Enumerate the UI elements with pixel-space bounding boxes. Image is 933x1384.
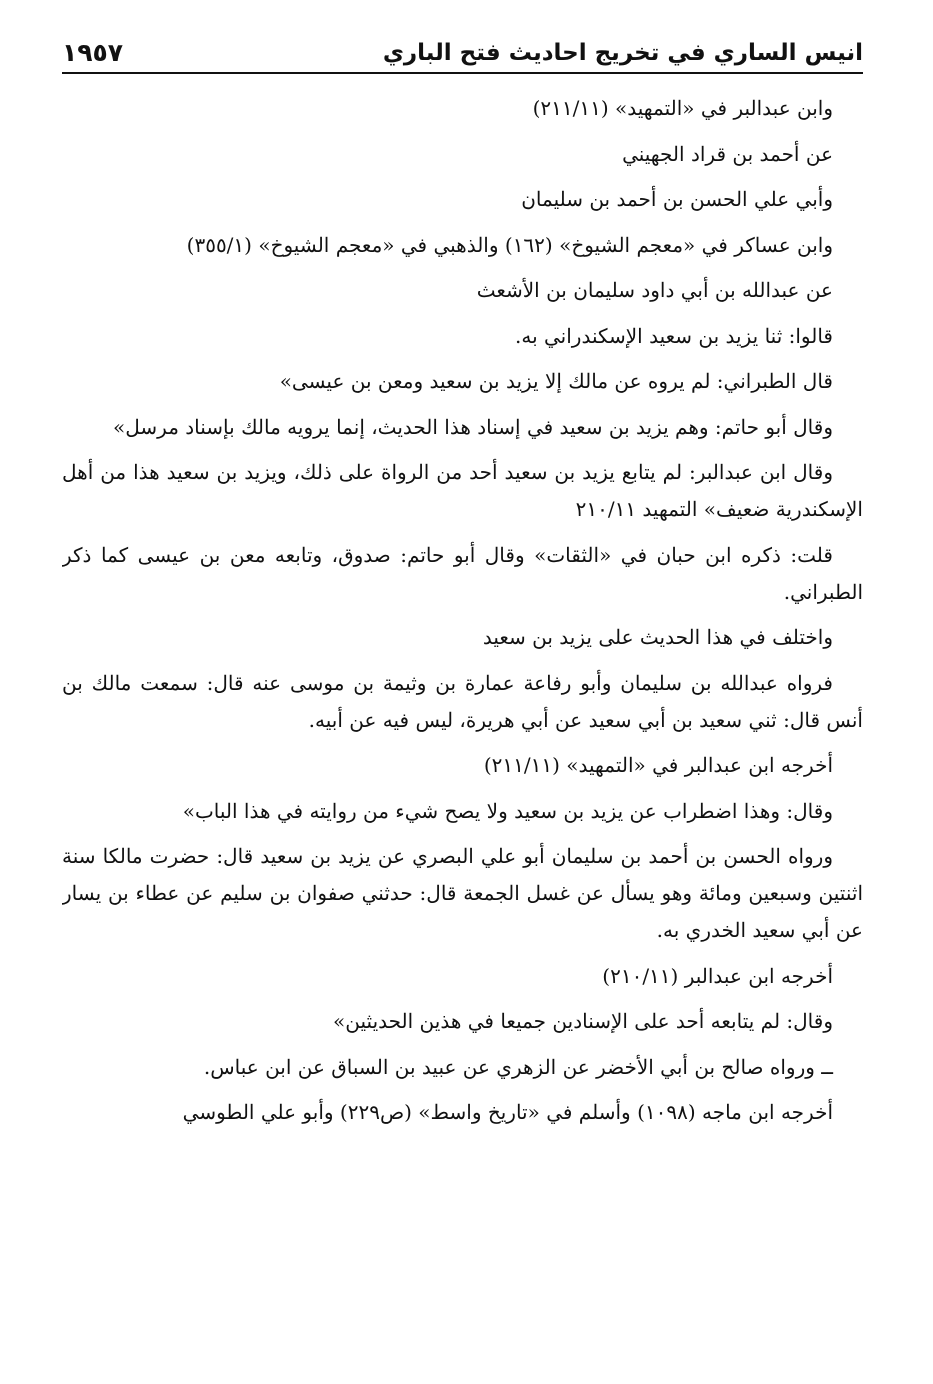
paragraph: وابن عساكر في «معجم الشيوخ» (١٦٢) والذهبي في «معجم الشيوخ» (٣٥٥/١)	[186, 232, 833, 257]
paragraph: وقال: لم يتابعه أحد على الإسنادين جميعا في هذين الحديثين»	[333, 1009, 833, 1033]
paragraph: عن عبدالله بن أبي داود سليمان بن الأشعث	[476, 278, 833, 302]
paragraph: أخرجه ابن ماجه (١٠٩٨) وأسلم في «تاريخ واسط» (ص٢٢٩) وأبو علي الطوسي	[182, 1100, 833, 1124]
paragraph: وقال: وهذا اضطراب عن يزيد بن سعيد ولا يصح شيء من روايته في هذا الباب»	[182, 798, 833, 823]
paragraph: قلت: ذكره ابن حبان في «الثقات» وقال أبو حاتم: صدوق، وتابعه معن بن عيسى كما ذكر الطبراني.	[62, 542, 863, 604]
paragraph: وأبي علي الحسن بن أحمد بن سليمان	[521, 187, 833, 211]
page-number: ١٩٥٧	[62, 38, 124, 67]
paragraph: قال الطبراني: لم يروه عن مالك إلا يزيد بن سعيد ومعن بن عيسى»	[279, 369, 833, 393]
paragraph: عن أحمد بن قراد الجهيني	[622, 141, 833, 166]
paragraph: واختلف في هذا الحديث على يزيد بن سعيد	[482, 625, 833, 649]
paragraph: وقال ابن عبدالبر: لم يتابع يزيد بن سعيد أحد من الرواة على ذلك، ويزيد بن سعيد هذا من أهل الإسكندرية ضعيف» التمهيد ٢١٠/١١	[62, 460, 863, 521]
paragraph: وقال أبو حاتم: وهم يزيد بن سعيد في إسناد هذا الحديث، إنما يرويه مالك بإسناد مرسل»	[113, 414, 833, 439]
paragraph: وابن عبدالبر في «التمهيد» (٢١١/١١)	[532, 96, 833, 120]
paragraph: أخرجه ابن عبدالبر (٢١٠/١١)	[602, 963, 833, 988]
paragraph: قالوا: ثنا يزيد بن سعيد الإسكندراني به.	[514, 323, 833, 348]
running-title: انيس الساري في تخريج احاديث فتح الباري	[382, 40, 863, 66]
body-text	[62, 90, 863, 1364]
page-header	[62, 30, 863, 70]
paragraph: ــ ورواه صالح بن أبي الأخضر عن الزهري عن عبيد بن السباق عن ابن عباس.	[203, 1054, 833, 1079]
paragraph: أخرجه ابن عبدالبر في «التمهيد» (٢١١/١١)	[483, 753, 833, 777]
header-rule	[62, 72, 863, 74]
paragraph: فرواه عبدالله بن سليمان وأبو رفاعة عمارة بن وثيمة بن موسى عنه قال: سمعت مالك بن أنس قال: ثني سعيد بن أبي سعيد عن أبي هريرة، ليس فيه عن أبيه.	[62, 670, 863, 732]
paragraph: ورواه الحسن بن أحمد بن سليمان أبو علي البصري عن يزيد بن سعيد قال: حضرت مالكا سنة اثنتين وسبعين ومائة وهو يسأل عن غسل الجمعة قال: حدثني صفوان بن سليم عن عطاء بن يسار عن أبي سعيد الخدري به.	[62, 844, 863, 942]
